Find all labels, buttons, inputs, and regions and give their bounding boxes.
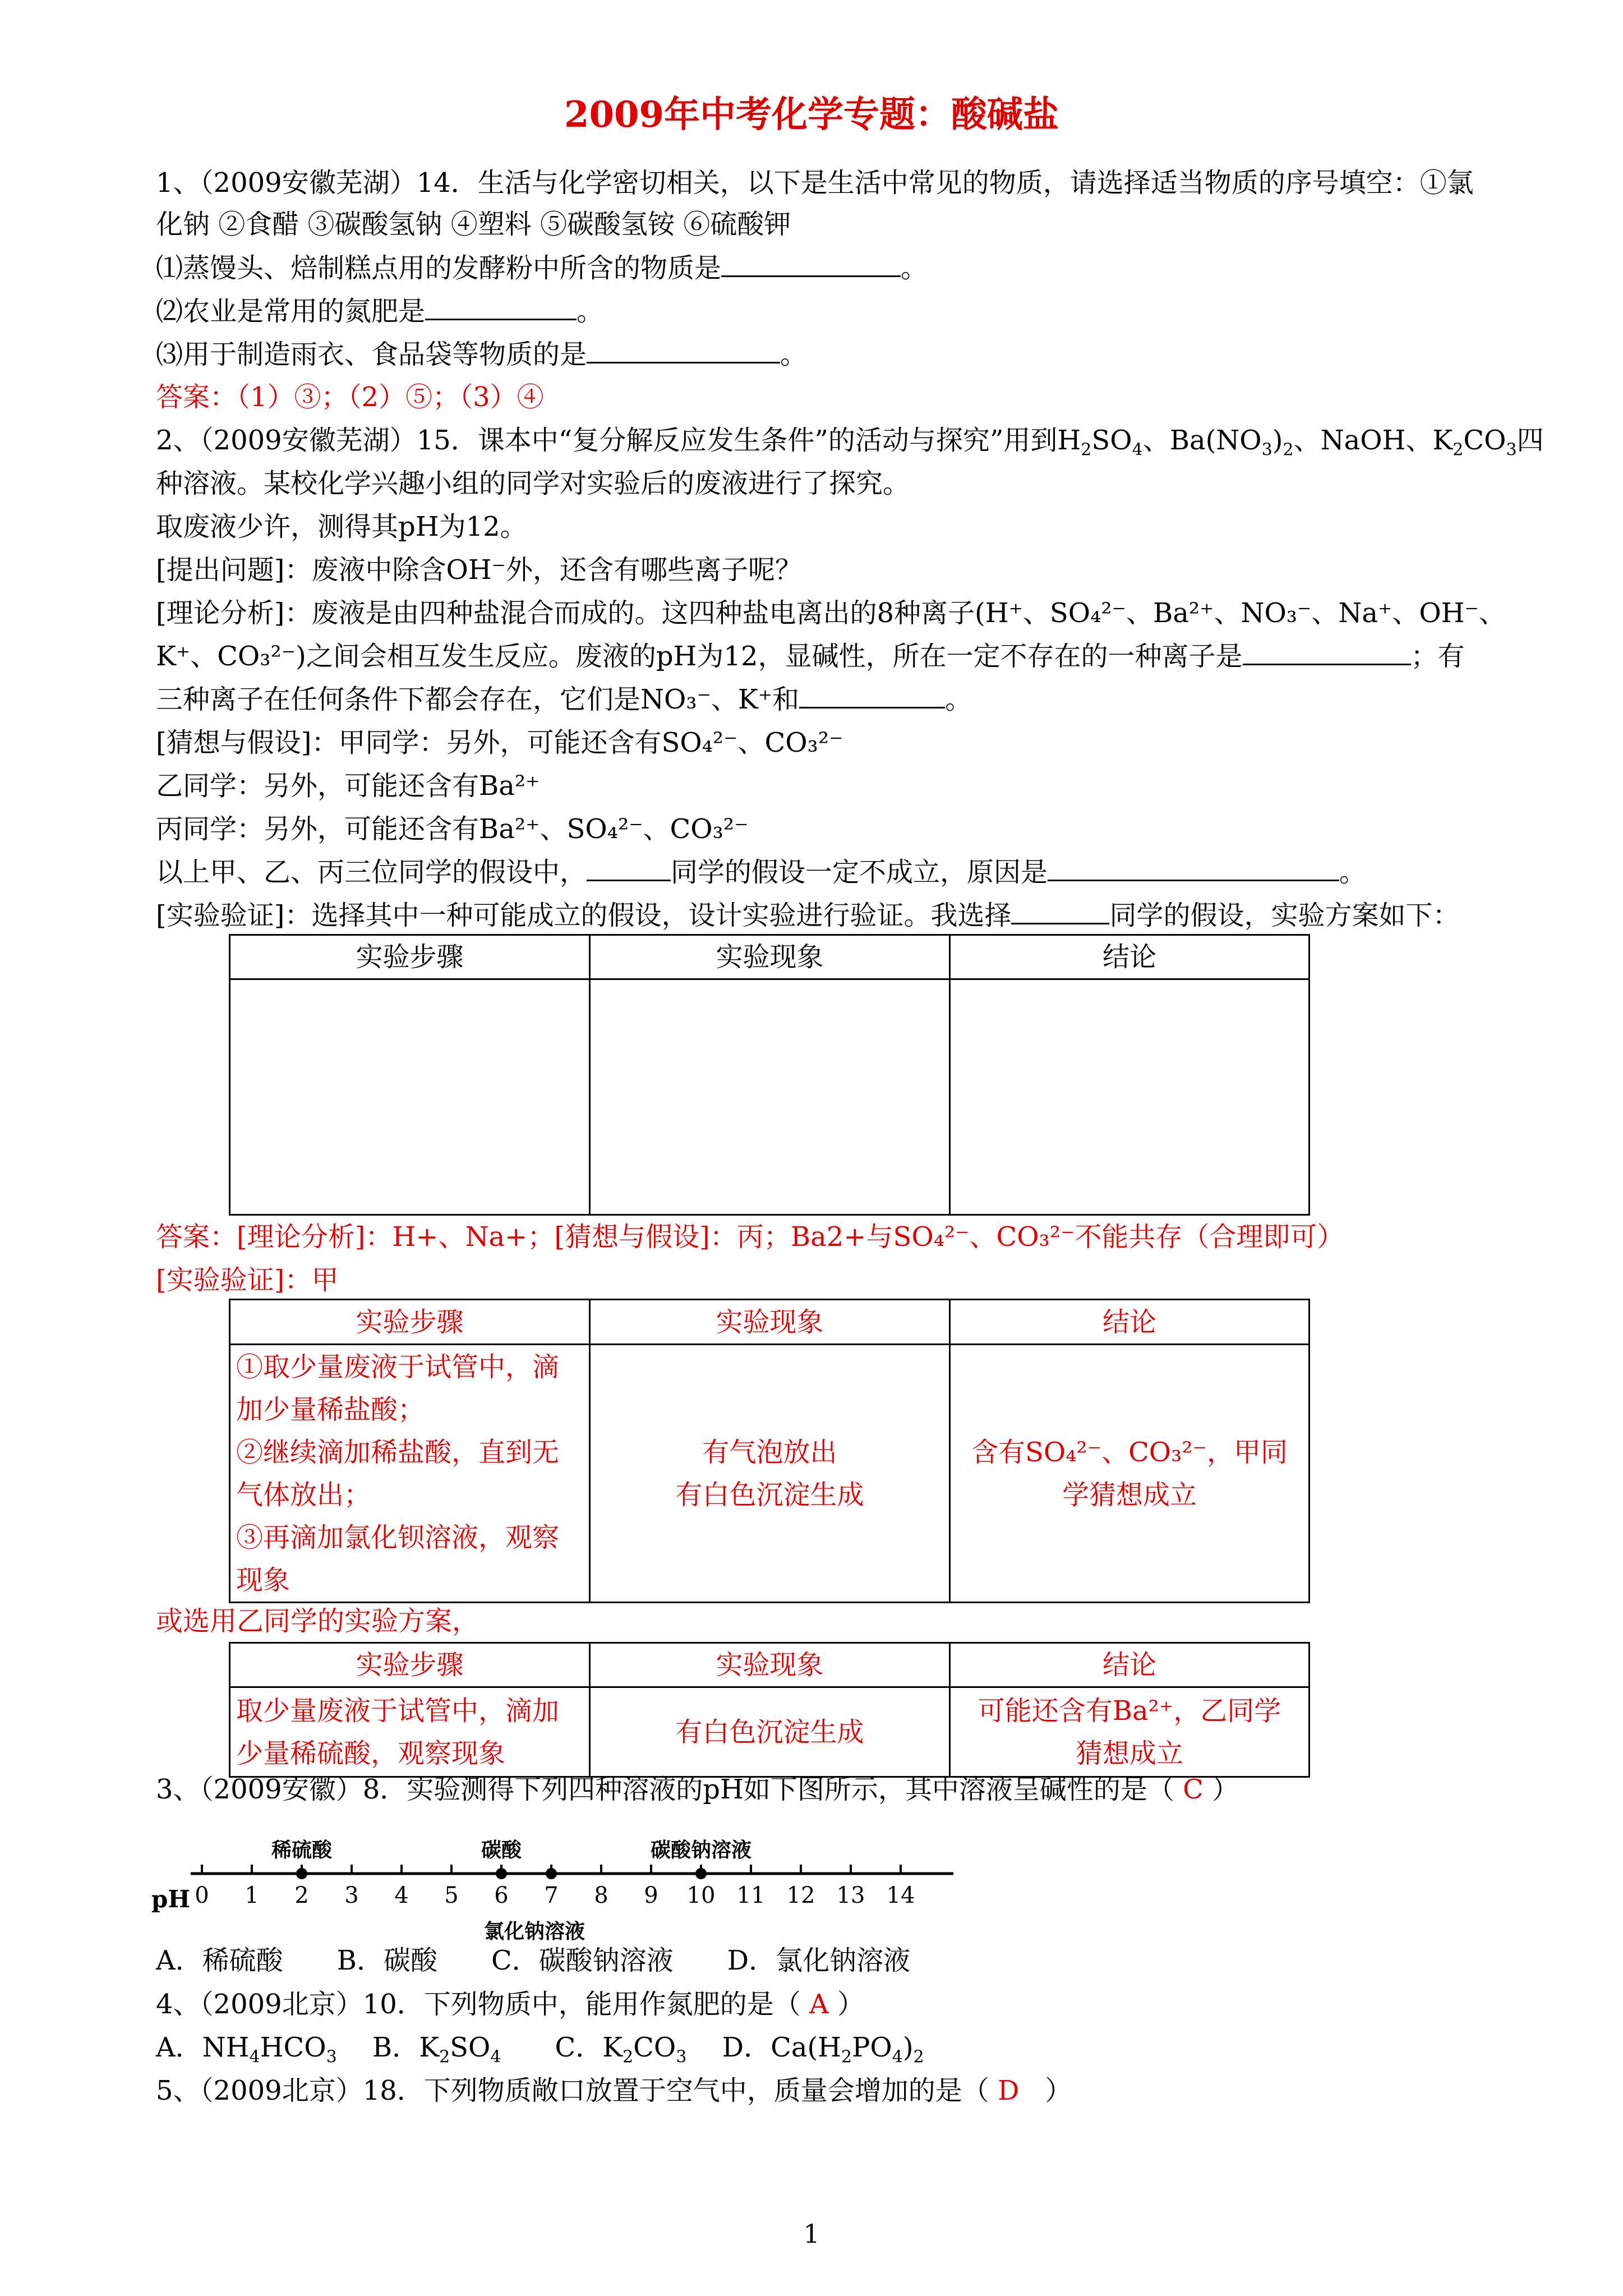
q2-analysis-end: 。 [945,684,972,715]
ph-tick-label: 8 [594,1883,608,1908]
q2-hyp-end: 。 [1339,857,1367,888]
conclusion-line: 含有SO₄²⁻、CO₃²⁻，甲同 [971,1436,1288,1468]
ph-marker-label: 氯化钠溶液 [483,1920,585,1943]
ph-tick-label: 3 [344,1883,359,1908]
answer-blank [1243,640,1411,665]
q2-stem-line2: 种溶液。某校化学兴趣小组的同学对实验后的废液进行了探究。 [156,468,910,499]
ph-marker-dot [296,1868,307,1879]
ph-tick-label: 7 [544,1883,559,1908]
ph-axis-label: pH [151,1885,191,1913]
phenomenon-line: 有白色沉淀生成 [675,1479,864,1511]
q2-hypothesis-jia: [猜想与假设]：甲同学：另外，可能还含有SO₄²⁻、CO₃²⁻ [156,727,843,758]
q4-options: A．$NH_4HCO_3$ B．$K_2SO_4$ C．$K_2CO_3$ D．$Ca(H_2PO_4)_2$ [156,2032,924,2067]
step-line: 现象 [236,1564,291,1596]
conclusion-line: 可能还含有Ba²⁺，乙同学 [978,1695,1281,1727]
q2-analysis-text: K⁺、CO₃²⁻)之间会相互发生反应。废液的pH为12，显碱性，所在一定不存在的一种离子是 [156,641,1243,672]
ph-marker-label: 稀硫酸 [271,1839,333,1862]
conclusion-line: 学猜想成立 [1062,1479,1197,1511]
ph-marker-label: 碳酸 [481,1839,522,1862]
header-phenomenon: 实验现象 [590,1643,950,1687]
q2-hypothesis-bing: 丙同学：另外，可能还含有Ba²⁺、SO₄²⁻、CO₃²⁻ [156,813,749,845]
q2-analysis-tail: ；有 [1410,641,1465,672]
steps-cell [230,1687,590,1777]
ph-tick-label: 6 [494,1883,509,1908]
answer-blank [587,338,780,364]
conclusion-cell [950,1345,1310,1603]
q3-close: ） [1212,1774,1239,1805]
ph-marker-dot [695,1868,707,1879]
q2-answer-line2: [实验验证]：甲 [156,1264,339,1296]
q1-part3-text: ⑶用于制造雨衣、食品袋等物质的是 [156,339,587,370]
q4-close: ） [837,1989,864,2020]
q2-verify-text-b: 同学的假设，实验方案如下： [1109,900,1460,931]
ph-marker-label: 碳酸钠溶液 [650,1839,752,1862]
q2-verify-text-a: [实验验证]：选择其中一种可能成立的假设，设计实验进行验证。我选择 [156,900,1012,931]
ph-tick-label: 10 [686,1883,716,1908]
ph-tick-label: 5 [444,1883,459,1908]
blank-cell-phenomenon [590,979,950,1215]
answer-blank [721,252,901,277]
q3-answer: C [1183,1774,1204,1805]
q2-hyp-text-a: 以上甲、乙、丙三位同学的假设中， [156,857,587,888]
phenomenon-line: 有气泡放出 [702,1436,837,1468]
step-line: ②继续滴加稀盐酸，直到无 [236,1436,560,1468]
q2-analysis-line2 [156,639,1465,673]
answer-blank [1011,899,1109,924]
q1-part1-end: 。 [901,252,928,284]
q2-verify-line [156,899,1459,932]
ph-scale-figure [151,1812,976,1958]
q5-close: ） [1045,2075,1072,2106]
steps-cell [230,1345,590,1603]
answer-table-jia [229,1299,1310,1603]
q2-analysis-text3: 三种离子在任何条件下都会存在，它们是NO₃⁻、K⁺和 [156,684,800,715]
ph-tick-label: 0 [195,1883,209,1908]
q4-stem [156,1987,864,2021]
q2-analysis-line3 [156,683,972,716]
q2-question: [提出问题]：废液中除含OH⁻外，还含有哪些离子呢？ [156,554,803,586]
q4-stem-text: 4、（2009北京）10．下列物质中，能用作氮肥的是（ [156,1989,801,2020]
q1-part2-text: ⑵农业是常用的氮肥是 [156,296,426,327]
experiment-table-blank [229,934,1310,1216]
step-line: 加少量稀盐酸； [236,1393,425,1425]
ph-marker-dot [546,1868,557,1879]
q2-ph-line: 取废液少许，测得其pH为12。 [156,511,527,542]
ph-tick-label: 14 [886,1883,915,1908]
ph-tick-label: 11 [736,1883,766,1908]
answer-blank [587,856,671,881]
header-conclusion: 结论 [950,1300,1310,1345]
answer-blank [1048,856,1339,881]
q1-part3-end: 。 [780,339,808,370]
header-steps: 实验步骤 [230,935,590,979]
q2-stem-line1: 2、（2009安徽芜湖）15．课本中“复分解反应发生条件”的活动与探究”用到$H_2SO_4$、$Ba(NO_3)_2$、NaOH、$K_2CO_3$四 [156,425,1544,460]
ph-markers [271,1839,751,1943]
header-steps: 实验步骤 [230,1300,590,1345]
phenomenon-cell: 有白色沉淀生成 [590,1687,950,1777]
header-conclusion: 结论 [950,1643,1310,1687]
q1-part2 [156,295,603,328]
conclusion-cell [950,1687,1310,1777]
answer-blank [425,295,577,320]
q2-hypothesis-question [156,855,1366,889]
q2-alt-plan: 或选用乙同学的实验方案， [156,1605,479,1637]
header-phenomenon: 实验现象 [590,935,950,979]
q2-answer-line1: 答案：[理论分析]：H+、Na+；[猜想与假设]：丙；Ba2+与SO₄²⁻、CO₃²⁻不能共存（合理即可） [156,1221,1344,1253]
q1-part1-text: ⑴蒸馒头、焙制糕点用的发酵粉中所含的物质是 [156,252,722,284]
page-number: 1 [803,2219,820,2249]
answer-table-yi [229,1642,1310,1778]
conclusion-line: 猜想成立 [1075,1737,1183,1769]
q3-options: A．稀硫酸 B．碳酸 C．碳酸钠溶液 D．氯化钠溶液 [156,1945,911,1976]
q5-answer: D [998,2075,1020,2106]
step-line: 气体放出； [236,1479,371,1511]
q1-stem-line2: 化钠 ②食醋 ③碳酸氢钠 ④塑料 ⑤碳酸氢铵 ⑥硫酸钾 [156,209,791,240]
q3-stem-text: 3、（2009安徽）8．实验测得下列四种溶液的pH如下图所示，其中溶液呈碱性的是（ [156,1774,1174,1805]
q5-stem [156,2074,1072,2108]
answer-blank [799,683,945,708]
step-line: 少量稀硫酸，观察现象 [236,1737,506,1769]
page-title: 2009年中考化学专题：酸碱盐 [564,94,1059,136]
q4-answer: A [809,1989,829,2020]
q2-analysis-line1: [理论分析]：废液是由四种盐混合而成的。这四种盐电离出的8种离子(H⁺、SO₄²⁻、Ba²⁺、NO₃⁻、Na⁺、OH⁻、 [156,597,1506,629]
header-conclusion: 结论 [950,935,1310,979]
ph-tick-label: 13 [836,1883,865,1908]
ph-tick-label: 12 [786,1883,815,1908]
blank-cell-conclusion [950,979,1310,1215]
q1-part1 [156,251,928,285]
ph-tick-label: 9 [644,1883,658,1908]
q1-stem-line1: 1、（2009安徽芜湖）14．生活与化学密切相关，以下是生活中常见的物质，请选择适当物质的序号填空：①氯 [156,167,1474,199]
header-steps: 实验步骤 [230,1643,590,1687]
step-line: ①取少量废液于试管中，滴 [236,1351,560,1383]
q2-stem-text: 2、（2009安徽芜湖）15．课本中“复分解反应发生条件”的活动与探究”用到 [156,425,1058,456]
phenomenon-cell [590,1345,950,1603]
ph-tick-label: 4 [394,1883,409,1908]
blank-cell-steps [230,979,590,1215]
ph-tick-label: 2 [294,1883,309,1908]
q2-hypothesis-yi: 乙同学：另外，可能还含有Ba²⁺ [156,770,540,802]
q2-stem-tail: 四 [1516,425,1544,456]
q2-hyp-text-b: 同学的假设一定不成立，原因是 [671,857,1048,888]
header-phenomenon: 实验现象 [590,1300,950,1345]
step-line: ③再滴加氯化钡溶液，观察 [236,1521,560,1553]
q5-stem-text: 5、（2009北京）18．下列物质敞口放置于空气中，质量会增加的是（ [156,2075,989,2106]
ph-marker-dot [496,1868,507,1879]
q3-stem [156,1773,1239,1806]
ph-tick-label: 1 [245,1883,259,1908]
q1-part2-end: 。 [577,296,604,327]
q1-answer: 答案：（1）③；（2）⑤；（3）④ [156,381,544,413]
step-line: 取少量废液于试管中，滴加 [236,1695,560,1727]
q1-part3 [156,338,807,371]
